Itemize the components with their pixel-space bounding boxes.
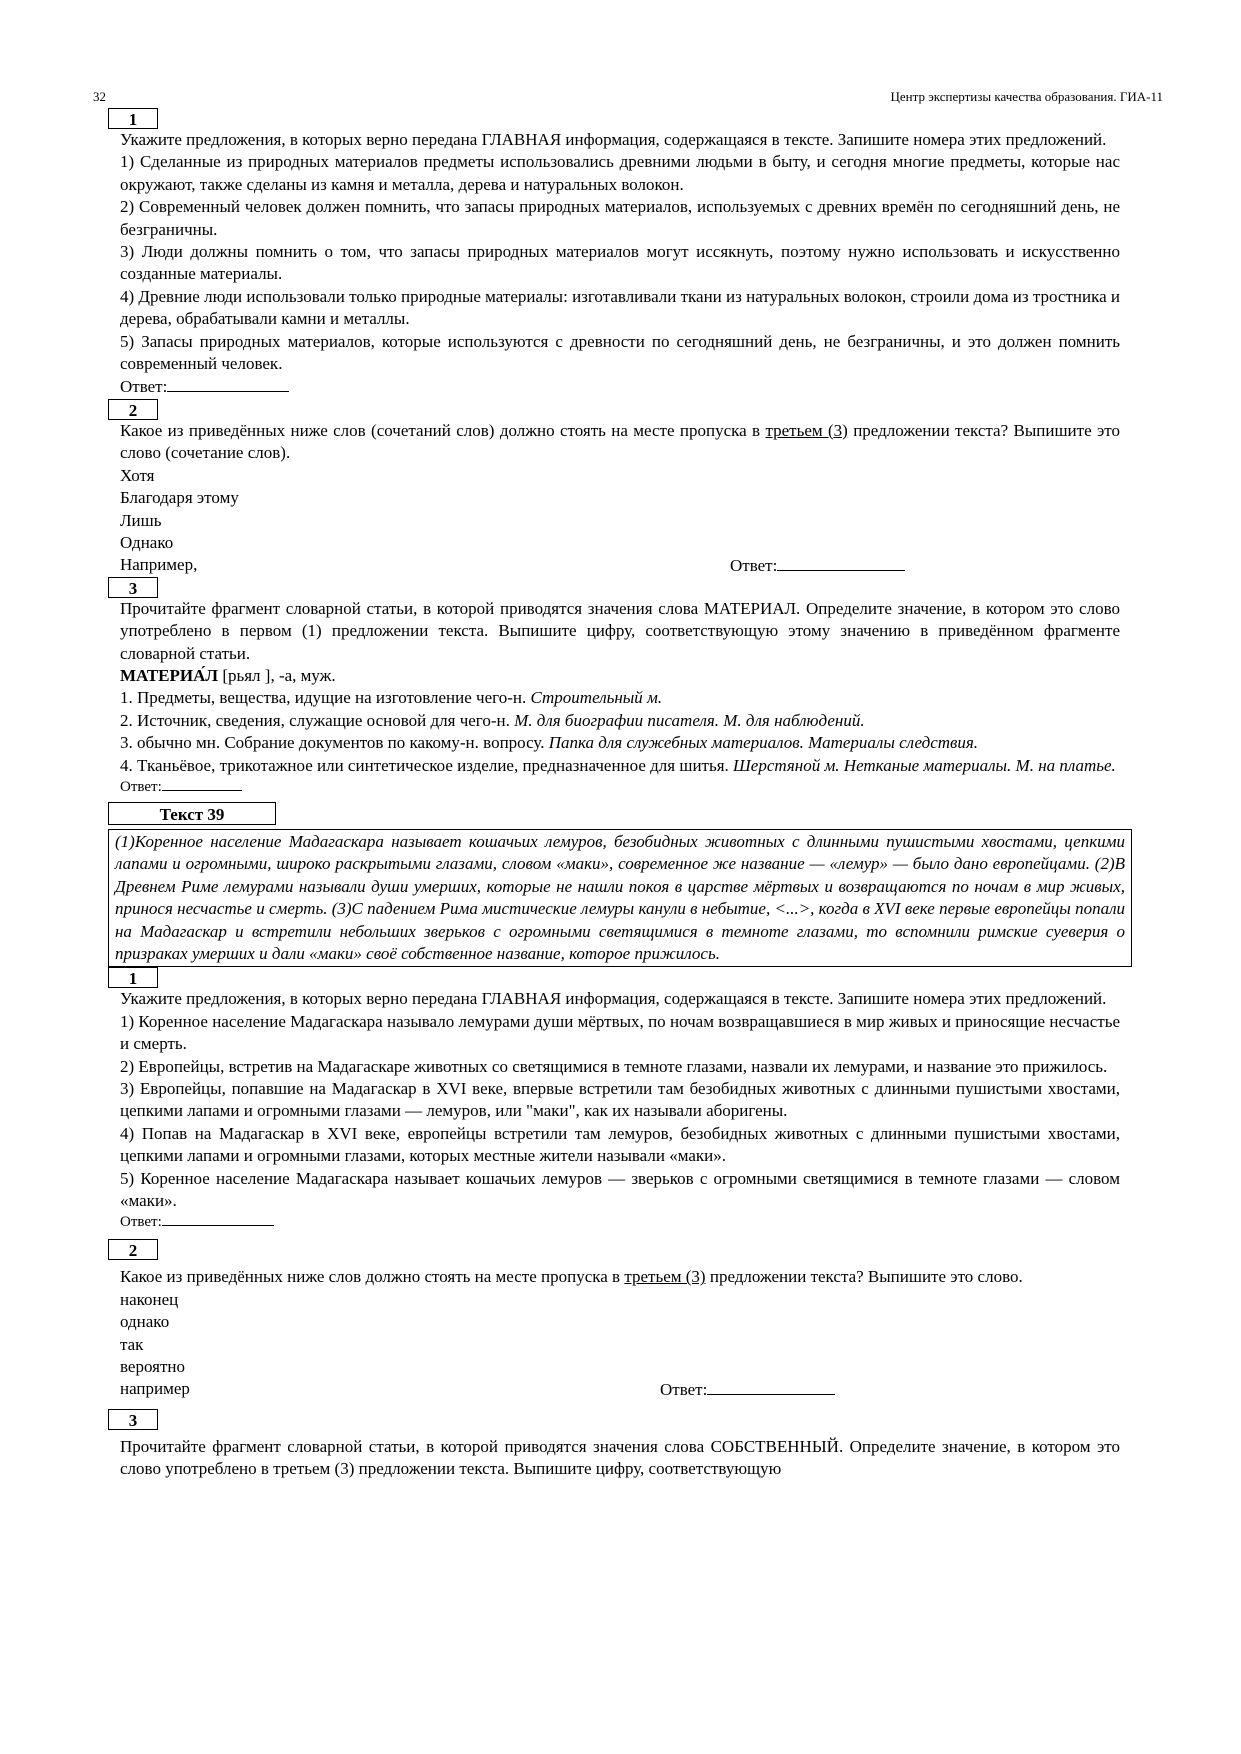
answer-option: 2) Европейцы, встретив на Мадагаскаре животных со светящимися в темноте глазами, назвали их лемурами, и название это прижилось. [120,1056,1108,1076]
task-instruction: Какое из приведённых ниже слов должно стоять на месте пропуска в третьем (3) предложении текста? Выпишите это слово. [120,1267,1023,1287]
task-instruction: Какое из приведённых ниже слов (сочетаний слов) должно стоять на месте пропуска в третьем (3) предложении текста? Выпишите это слово (сочетание слов). [120,420,1120,463]
answer-label: Ответ: [120,377,168,397]
headword: МАТЕРИА́Л [120,665,219,685]
word-option: например [120,1379,190,1399]
answer-option: 1) Сделанные из природных материалов предметы использовались древними людьми в быту, и сегодня многие предметы, которые нас окружают, также сделаны из камня и металла, дерева и натуральных волокон. [120,152,1120,194]
source-text-box: (1)Коренное население Мадагаскара называет кошачьих лемуров, безобидных животных с длинными пушистыми хвостами, цепкими лапами и огромными, широко раскрытыми глазами, словом «маки», современное же название — «лемур» — было дано европейцами. (2)В Древнем Риме лемурами называли души умерших, которые не нашли покоя в царстве мёртвых и возвращаются по ночам в мир живых, принося несчастье и смерть. (3)С падением Рима мистические лемуры канули в небытие, <...>, когда в XVI веке первые европейцы попали на Мадагаскар и встретили небольших зверьков с огромными светящимися в темноте глазами, то вспомнили римские суеверия о призраках умерших и дали «маки» своё собственное название, которое прижилось. [108,829,1132,967]
answer-option: 4) Попав на Мадагаскар в XVI веке, европейцы встретили там лемуров, безобидных животных с длинными пушистыми хвостами, цепкими лапами и огромными глазами, которых местные жители называли «маки». [120,1123,1120,1166]
meaning-example: Папка для служебных материалов. Материалы следствия. [548,733,979,753]
page-content [115,108,1125,1481]
answer-line [120,1212,1120,1231]
answer-option: 3) Европейцы, попавшие на Мадагаскар в XVI веке, впервые встретили там безобидных животных с длинными пушистыми хвостами, цепкими лапами и огромными глазами — лемуров, или "маки", как их называли аборигены. [120,1079,1120,1121]
dictionary-meaning: 4. Тканьёвое, трикотажное или синтетическое изделие, предназначенное для шитья. Шерстяной м. Нетканые материалы. М. на платье. [120,755,1116,775]
answer-option: 3) Люди должны помнить о том, что запасы природных материалов могут иссякнуть, поэтому нужно использовать и искусственно созданные материалы. [120,242,1120,284]
answer-line [120,375,1120,398]
task-number-box: 1 [108,108,158,129]
word-option: Однако [120,532,174,552]
underlined-sentence-ref: третьем (3) [765,420,848,440]
answer-blank[interactable] [162,1212,274,1226]
word-option: наконец [120,1289,179,1309]
text-title: Текст 39 [108,802,276,825]
meaning-example: Строительный м. [530,688,663,708]
word-option: так [120,1334,144,1354]
answer-line [660,1378,835,1401]
task-instruction: Укажите предложения, в которых верно передана ГЛАВНАЯ информация, содержащаяся в тексте. Запишите номера этих предложений. [120,989,1107,1009]
word-option: Например, [120,555,198,575]
answer-line [730,554,905,577]
task-number-box: 1 [108,967,158,988]
underlined-sentence-ref: третьем (3) [624,1267,706,1287]
task-instruction: Прочитайте фрагмент словарной статьи, в которой приводятся значения слова СОБСТВЕННЫЙ. Определите значение, в котором это слово употреблено в третьем (3) предложении текста. Выпишите цифру, соответствующую [120,1436,1120,1479]
answer-label: Ответ: [660,1380,708,1400]
task-number-box: 2 [108,399,158,420]
word-option: Благодаря этому [120,488,239,508]
answer-blank[interactable] [777,554,905,571]
answer-label: Ответ: [120,1214,162,1231]
task-number-box: 3 [108,577,158,598]
meaning-example: Шерстяной м. Нетканые материалы. М. на платье. [733,755,1116,775]
answer-blank[interactable] [707,1378,835,1395]
dictionary-meaning: 1. Предметы, вещества, идущие на изготовление чего-н. Строительный м. [120,688,663,708]
answer-blank[interactable] [162,777,242,791]
word-option-row [120,554,1120,576]
answer-blank[interactable] [167,375,289,392]
answer-label: Ответ: [730,556,778,576]
word-option: Лишь [120,510,162,530]
page-number: 32 [93,89,106,104]
answer-line [120,777,1120,796]
answer-option: 5) Коренное население Мадагаскара называет кошачьих лемуров — зверьков с огромными светящимися в темноте глазами — словом «маки». [120,1168,1120,1211]
dictionary-meaning: 3. обычно мн. Собрание документов по какому-н. вопросу. Папка для служебных материалов. Материалы следствия. [120,733,979,753]
word-option: вероятно [120,1357,185,1377]
answer-option: 5) Запасы природных материалов, которые используются с древности по сегодняшний день, не безграничны, и это должен помнить современный человек. [120,331,1120,374]
answer-option: 4) Древние люди использовали только природные материалы: изготавливали ткани из натуральных волокон, строили дома из тростника и дерева, обрабатывали камни и металлы. [120,286,1120,329]
word-option-row [120,1378,1120,1400]
task-instruction: Прочитайте фрагмент словарной статьи, в которой приводятся значения слова МАТЕРИАЛ. Определите значение, в котором это слово употреблено в первом (1) предложении текста. Выпишите цифру, соответствующую этому значению в приведённом фрагменте словарной статьи. [120,598,1120,663]
word-option: однако [120,1312,170,1332]
dictionary-entry-head: МАТЕРИА́Л [рьял ], -а, муж. [120,665,336,685]
word-option: Хотя [120,465,155,485]
answer-option: 2) Современный человек должен помнить, что запасы природных материалов, используемых с древних времён по сегодняшний день, не безграничны. [120,197,1120,239]
page-header-title: Центр экспертизы качества образования. ГИА-11 [890,89,1163,104]
task-number-box: 2 [108,1239,158,1260]
task-number-box: 3 [108,1409,158,1430]
answer-label: Ответ: [120,778,162,795]
meaning-example: М. для биографии писателя. М. для наблюдений. [514,710,865,730]
dictionary-meaning: 2. Источник, сведения, служащие основой для чего-н. М. для биографии писателя. М. для наблюдений. [120,710,865,730]
task-instruction: Укажите предложения, в которых верно передана ГЛАВНАЯ информация, содержащаяся в тексте. Запишите номера этих предложений. [120,130,1107,149]
answer-option: 1) Коренное население Мадагаскара называло лемурами души мёртвых, по ночам возвращавшиеся в мир живых и приносящие несчастье и смерть. [120,1011,1120,1054]
